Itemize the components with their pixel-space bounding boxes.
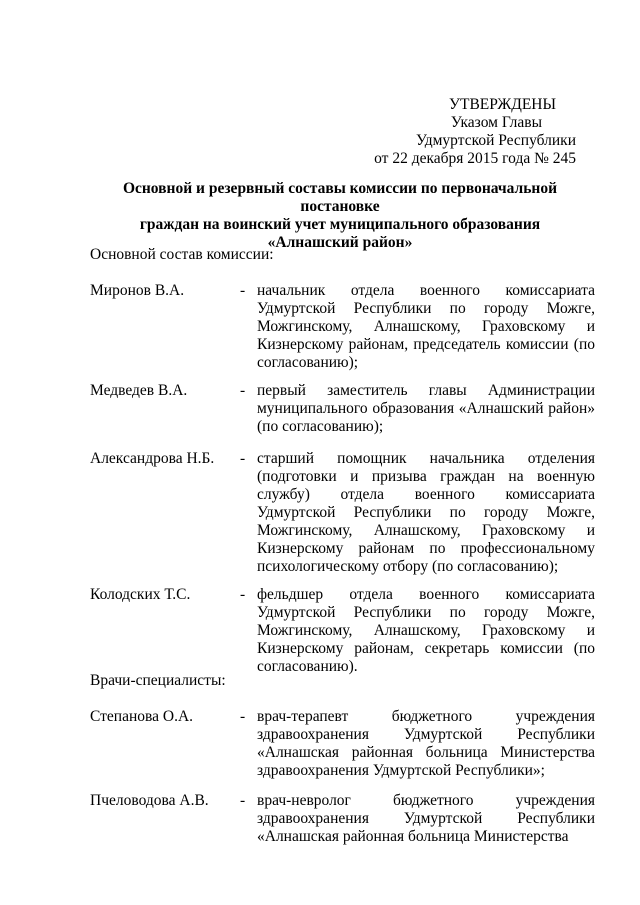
- section-doctors: Врачи-специалисты:: [90, 672, 226, 689]
- document-title-line: Основной и резервный составы комиссии по первоначальной постановке: [122, 180, 558, 215]
- member-description: врач-терапевт бюджетного учреждения здравоохранения Удмуртской Республики «Алнашская районная больница Министерства здравоохранения Удмуртской Республики»;: [257, 708, 595, 779]
- member-name: Медведев В.А.: [90, 382, 188, 399]
- member-dash: -: [240, 282, 246, 299]
- document-title-line: «Алнашский район»: [267, 234, 413, 251]
- member-description: начальник отдела военного комиссариата Удмуртской Республики по городу Можге, Можгинскому, Алнашскому, Граховскому и Кизнерскому районам, председатель комиссии (по согласованию);: [257, 282, 595, 371]
- section-main-composition: Основной состав комиссии:: [90, 246, 274, 263]
- member-name: Пчеловодова А.В.: [90, 792, 209, 809]
- member-dash: -: [240, 792, 246, 809]
- approval-date: от 22 декабря 2015 года № 245: [374, 150, 576, 167]
- member-dash: -: [240, 586, 246, 603]
- approval-title: УТВЕРЖДЕНЫ: [449, 96, 556, 113]
- member-dash: -: [240, 708, 246, 725]
- member-name: Колодских Т.С.: [90, 586, 191, 603]
- member-description: старший помощник начальника отделения (подготовки и призыва граждан на военную службу) отдела военного комиссариата Удмуртской Республики по городу Можге, Можгинскому, Алнашскому, Граховскому и Кизнерскому районам по профессиональному психологическому отбору (по согласованию);: [257, 450, 595, 575]
- member-name: Степанова О.А.: [90, 708, 194, 725]
- member-dash: -: [240, 382, 246, 399]
- member-description: первый заместитель главы Администрации муниципального образования «Алнашский район» (по согласованию);: [257, 382, 595, 435]
- member-name: Александрова Н.Б.: [90, 450, 215, 467]
- approval-republic: Удмуртской Республики: [415, 132, 576, 149]
- member-dash: -: [240, 450, 246, 467]
- approval-by: Указом Главы: [450, 114, 542, 131]
- approval-block: [360, 96, 576, 168]
- document-title: [90, 180, 590, 252]
- member-description: фельдшер отдела военного комиссариата Удмуртской Республики по городу Можге, Можгинскому, Алнашскому, Граховскому и Кизнерскому районам, секретарь комиссии (по согласованию).: [257, 586, 595, 675]
- member-description: врач-невролог бюджетного учреждения здравоохранения Удмуртской Республики «Алнашская районная больница Министерства: [257, 792, 595, 845]
- document-title-line: граждан на воинский учет муниципального образования: [139, 216, 541, 233]
- member-name: Миронов В.А.: [90, 282, 185, 299]
